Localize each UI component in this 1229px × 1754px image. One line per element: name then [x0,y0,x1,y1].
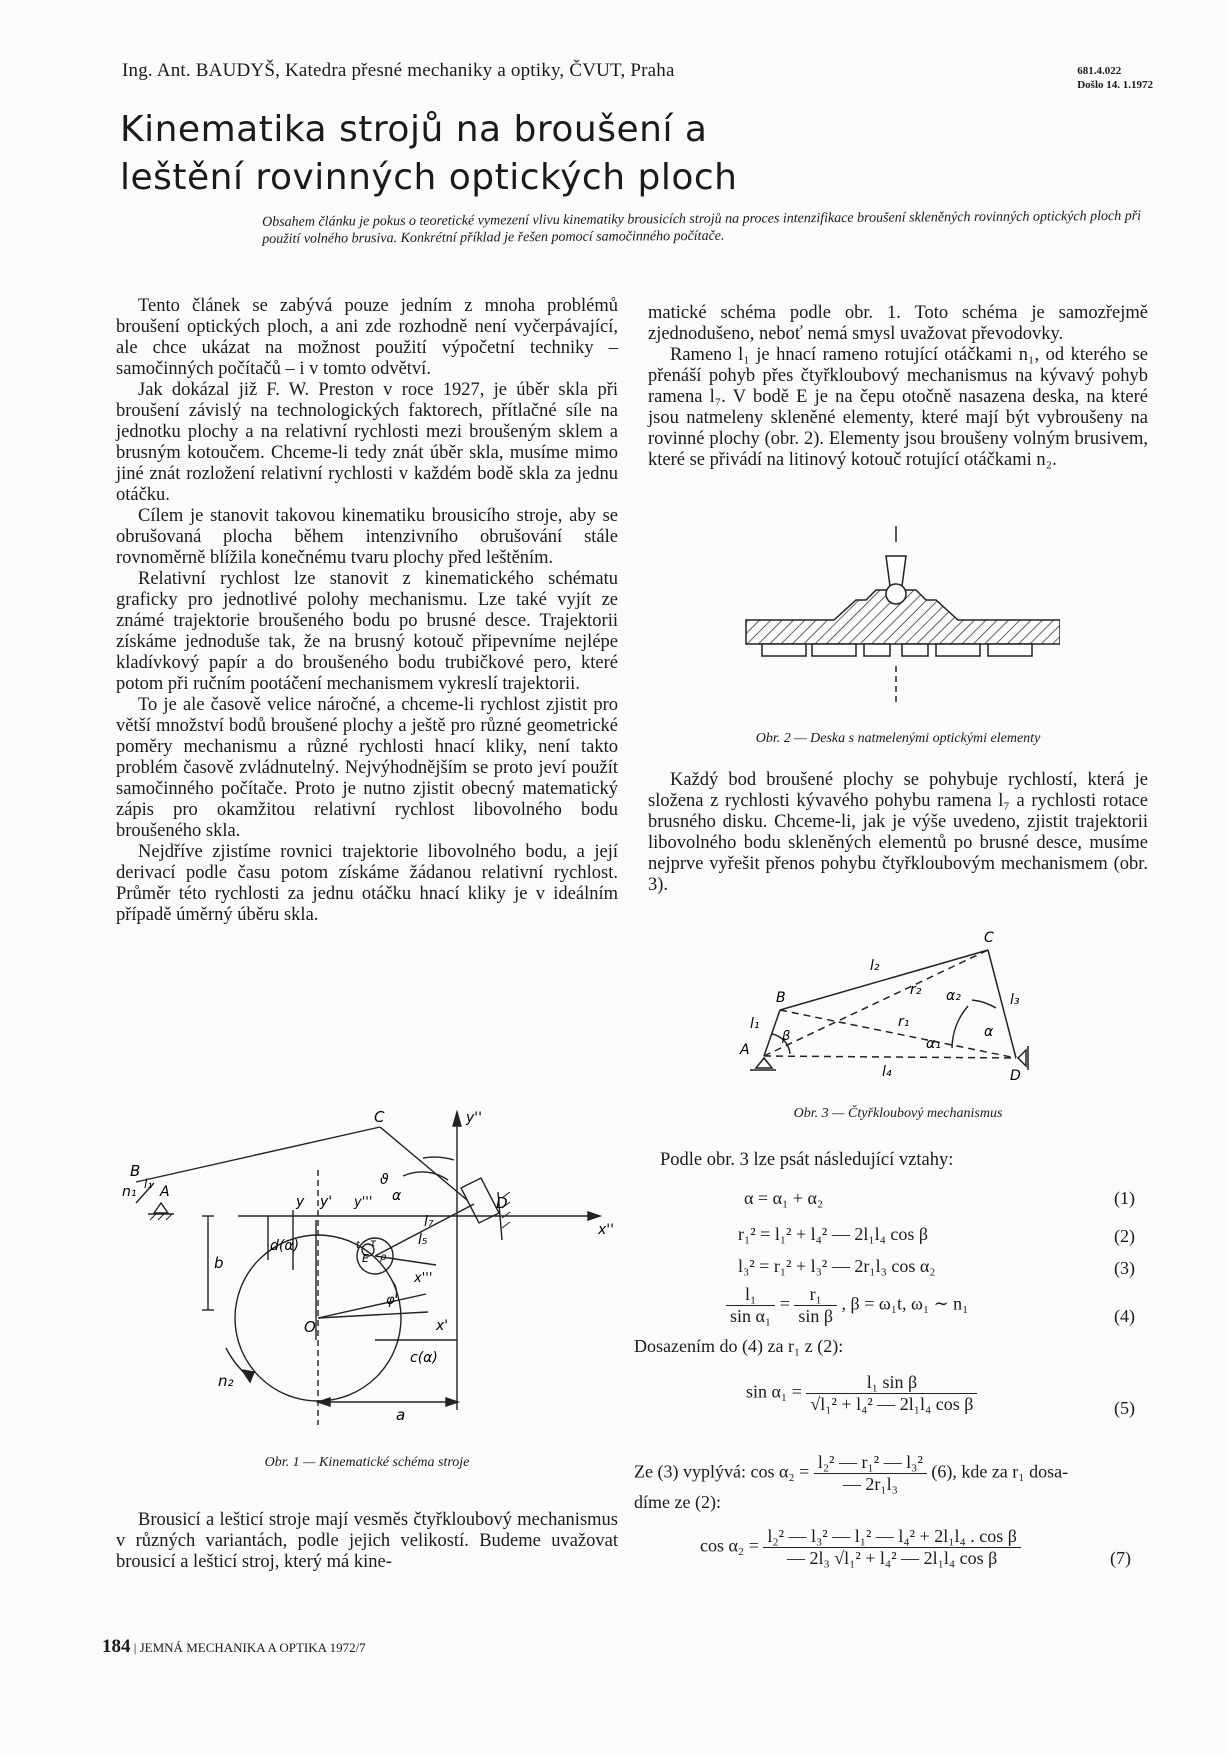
paragraph: Brousicí a lešticí stroje mají vesměs čtyřkloubový mechanismus v různých variantách, podle jejich velikostí. Budeme uvažovat brousicí a lešticí stroj, který má kine- [116,1510,618,1572]
page-footer [102,1636,366,1658]
fig1-label-y: y [296,1194,305,1210]
footer-divider: | [133,1640,140,1655]
paragraph: Relativní rychlost lze stanovit z kinematického schématu graficky pro jednotlivé polohy mechanismu. Lze také vyjít ze známé trajektorie broušeného bodu po brusné desce. Trajektorii získáme jednoduše tak, že na brusný kotouč připevníme nejlépe kladívkový papír a do broušeného bodu trubičkové pero, které potom při ručním pootáčení mechanismem vykreslí trajektorii. [116,569,618,694]
dime-text: díme ze (2): [634,1492,721,1512]
eq6-num: l₂² — r₁² — l₃² [814,1452,927,1474]
right-column-top [648,303,1148,471]
fig3-label-B: B [776,990,786,1006]
paragraph: Nejdříve zjistíme rovnici trajektorie libovolného bodu, a její derivací podle času potom získáme žádanou relativní rychlost. Průměr této rychlosti za jednu otáčku hnací kliky je v ideálním případě úměrný úběru skla. [116,842,618,925]
fig3-label-r2: r₂ [910,982,922,998]
received-date: Došlo 14. 1.1972 [1077,79,1153,91]
journal-name: JEMNÁ MECHANIKA A OPTIKA 1972/7 [139,1640,366,1655]
formula-intro: Podle obr. 3 lze psát následující vztahy: [660,1150,954,1170]
eq6-pre: Ze (3) vyplývá: cos α₂ = [634,1461,810,1482]
paragraph: Cílem je stanovit takovou kinematiku brousicího stroje, aby se obrušovaná plocha během intenzivního obrušování stále rovnoměrně blížila konečnému tvaru plochy před leštěním. [116,506,618,568]
abstract: Obsahem článku je pokus o teoretické vymezení vlivu kinematiky brousicích strojů na proces intenzifikace broušení skleněných rovinných optických ploch při použití volného brusiva. Konkrétní příklad je řešen pomocí samočinného počítače. [262,208,1142,247]
figure-1-caption: Obr. 1 — Kinematické schéma stroje [264,1455,470,1470]
fig1-label-l1: l₁ [144,1177,153,1191]
paragraph: Každý bod broušené plochy se pohybuje rychlostí, která je složena z rychlosti kývavého pohybu ramena l₇ a rychlosti rotace brusného disku. Chceme-li, jak je výše uvedeno, zjistit trajektorii libovolného bodu skleněných elementů po brusné desce, musíme nejprve vyřešit přenos pohybu čtyřkloubovým mechanismem (obr. 3). [648,770,1148,895]
fig3-label-alpha: α [984,1024,994,1040]
fig1-label-y2: y'' [466,1110,482,1126]
figure-1-kinematic-scheme [118,1100,618,1445]
udc-block [1077,64,1153,92]
eq7-num: l₂² — l₃² — l₁² — l₄² + 2l₁l₄ . cos β [763,1526,1021,1548]
figure-3-caption: Obr. 3 — Čtyřkloubový mechanismus [793,1106,1003,1121]
equation-6-line [634,1452,1068,1495]
equation-5 [746,1372,977,1415]
fig1-label-phi: φ [386,1293,395,1308]
left-column-bottom [116,1510,618,1573]
equation-number-2: (2) [1114,1226,1135,1246]
equation-2: r₁² = l₁² + l₄² — 2l₁l₄ cos β [738,1224,929,1244]
fig3-label-D: D [1010,1068,1021,1084]
fig1-label-C: C [374,1108,385,1126]
left-column [116,296,618,926]
fig1-label-E: E [362,1252,369,1265]
eq5-num: l₁ sin β [806,1372,977,1394]
fig1-label-l5: l₅ [418,1232,428,1248]
fig1-label-D: D [496,1194,508,1212]
fig3-label-l4: l₄ [882,1064,892,1080]
eq4-tail: , β = ω₁t, ω₁ ∼ n₁ [841,1293,969,1314]
eq7-lhs: cos α₂ = [700,1535,759,1556]
figure-2-caption: Obr. 2 — Deska s natmelenými optickými elementy [755,731,1041,746]
eq4-lhs-num: l₁ [726,1284,775,1306]
fig3-label-alpha1: α₁ [926,1036,941,1052]
equation-3: l₃² = r₁² + l₃² — 2r₁l₃ cos α₂ [738,1256,936,1276]
eq4-rhs-den: sin β [798,1306,834,1326]
fig3-label-C: C [984,930,994,946]
equation-number-1: (1) [1114,1188,1135,1208]
fig1-label-x1: x' [436,1318,449,1334]
fig1-label-x3: x''' [414,1271,433,1286]
fig1-label-t: t [356,1240,360,1251]
author-line: Ing. Ant. BAUDYŠ, Katedra přesné mechaniky a optiky, ČVUT, Praha [122,60,675,81]
figure-2-plate [740,526,1060,716]
fig1-label-a: a [396,1406,406,1424]
equation-7 [700,1526,1021,1569]
paragraph: Rameno l₁ je hnací rameno rotující otáčkami n₁, od kterého se přenáší pohyb přes čtyřkloubový mechanismus na kývavý pohyb ramena l₇. V bodě E je na čepu otočně nasazena deska, na které jsou natmeleny skleněné elementy, které mají být vybroušeny na rovinné plochy (obr. 2). Elementy jsou broušeny volným brusivem, které se přivádí na litinový kotouč rotující otáčkami n₂. [648,345,1148,470]
paragraph: To je ale časově velice náročné, a chceme-li rychlost zjistit pro větší množství bodů broušené plochy a ještě pro různé geometrické poměry mechanismu a různé rychlosti hnací kliky, není takto problém časově zvládnutelný. Nejvýhodnějším se proto jeví použít samočinného počítače. Proto je nutno zjistit obecný matematický zápis pro okamžitou relativní rychlost libovolného bodu broušeného skla. [116,695,618,841]
fig1-label-rho: ρ [380,1252,387,1263]
fig1-label-n2: n₂ [218,1372,234,1390]
figure-3-four-bar [720,930,1060,1100]
equation-number-4: (4) [1114,1306,1135,1326]
eq6-post: (6), kde za r₁ dosa- [931,1461,1069,1482]
fig1-label-O: O [304,1318,316,1336]
fig1-label-y3: y''' [354,1195,373,1210]
substitution-text: Dosazením do (4) za r₁ z (2): [634,1336,844,1356]
fig1-label-c: c(α) [410,1350,438,1366]
fig1-label-theta: ϑ [380,1172,389,1188]
udc-code: 681.4.022 [1077,65,1122,77]
fig3-label-r1: r₁ [898,1014,910,1030]
equation-number-5: (5) [1114,1398,1135,1418]
fig1-label-y1: y' [320,1194,333,1210]
fig3-label-l2: l₂ [870,958,880,974]
equation-1: α = α₁ + α₂ [744,1188,824,1208]
eq5-den: √l₁² + l₄² — 2l₁l₄ cos β [810,1394,974,1414]
equation-number-3: (3) [1114,1258,1135,1278]
fig1-label-b: b [214,1254,224,1272]
fig1-label-d: d(α) [270,1238,300,1254]
eq5-lhs: sin α₁ = [746,1381,802,1402]
fig3-label-l3: l₃ [1010,992,1020,1008]
fig1-label-n1: n₁ [122,1184,137,1200]
fig3-label-alpha2: α₂ [946,988,961,1004]
right-column-mid [648,770,1148,896]
fig3-label-beta: β [782,1029,791,1044]
eq4-lhs-den: sin α₁ [730,1306,772,1326]
fig1-label-A: A [160,1184,170,1200]
fig1-label-l7: l₇ [424,1214,434,1230]
fig3-label-A: A [740,1042,750,1058]
paragraph: Jak dokázal již F. W. Preston v roce 1927, je úběr skla při broušení závislý na technologických faktorech, přítlačné síle na jednotku plochy a na relativní rychlosti mezi broušeným sklem a brusným kotoučem. Chceme-li tedy znát úběr skla, musíme mimo jiné znát rozložení relativní rychlosti v každém bodě skla za jednu otáčku. [116,380,618,505]
fig3-label-l1: l₁ [750,1016,760,1032]
fig1-label-B: B [130,1162,141,1180]
paragraph: matické schéma podle obr. 1. Toto schéma je samozřejmě zjednodušeno, neboť nemá smysl uvažovat převodovky. [648,303,1148,344]
paragraph: Tento článek se zabývá pouze jedním z mnoha problémů broušení optických ploch, a ani zde rozhodně není vyčerpávající, ale chce ukázat na možnost použití výpočetní techniky – samočinných počítačů – i v tomto odvětví. [116,296,618,379]
eq4-rhs-num: r₁ [794,1284,837,1306]
eq6-den: — 2r₁l₃ [842,1474,898,1494]
fig1-label-x2: x'' [598,1222,614,1238]
fig1-label-tau: τ [370,1238,377,1249]
eq7-den: — 2l₃ √l₁² + l₄² — 2l₁l₄ cos β [786,1548,998,1568]
fig1-label-alpha: α [392,1188,402,1204]
equation-4: $\frac{\text{l₁}}{\text{sin α₁}}$ = $\frac{\text{r₁}}{\text{sin β}}$ , β = ω₁t, ω₁ ∼ n₁ [726,1284,968,1327]
article-title: Kinematika strojů na broušení a leštění rovinných optických ploch [120,109,738,198]
page-number: 184 [102,1636,131,1657]
equation-number-7: (7) [1110,1548,1131,1568]
